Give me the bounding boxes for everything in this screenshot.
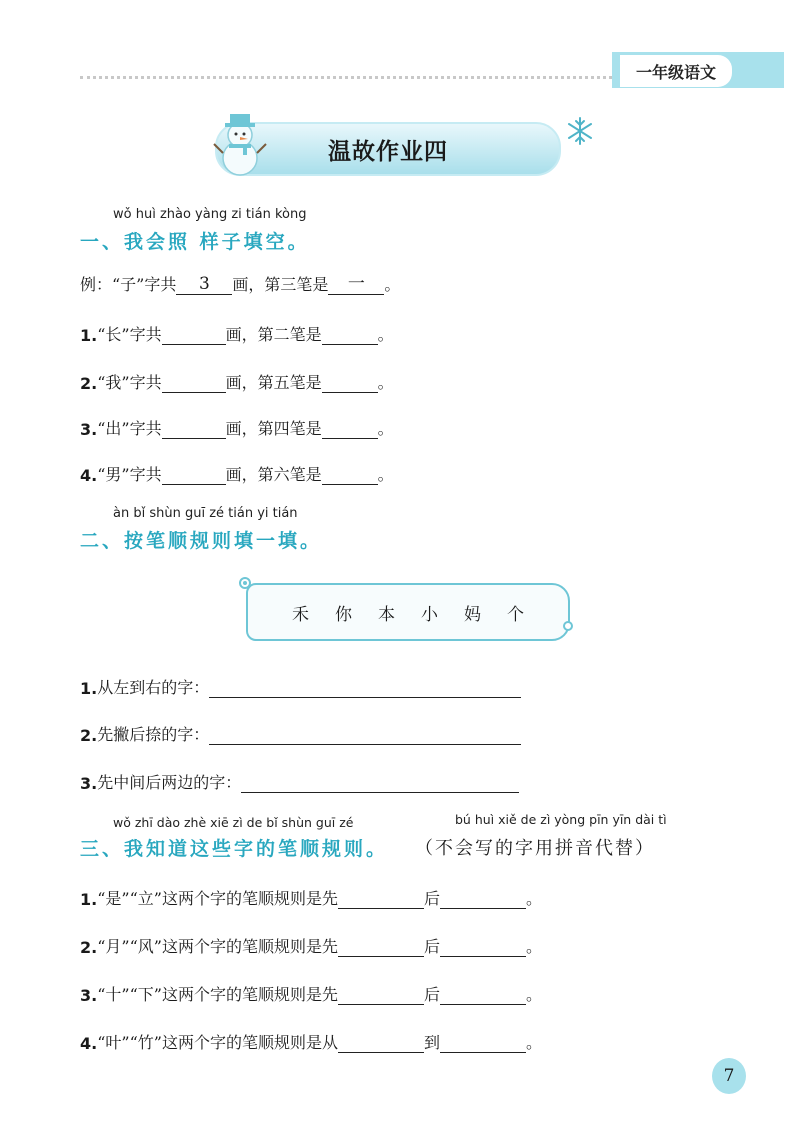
item-mid: 后	[423, 937, 440, 956]
section3-note-pinyin: bú huì xiě de zì yòng pīn yīn dài tì	[455, 812, 667, 827]
section2-item	[80, 722, 521, 745]
page-title: 温故作业四	[328, 138, 448, 165]
section2-pinyin: àn bǐ shùn guī zé tián yi tián	[113, 506, 298, 521]
answer-line[interactable]	[209, 726, 521, 745]
item-number: 1.	[80, 679, 98, 698]
flower-icon	[562, 620, 574, 632]
answer-blank[interactable]	[338, 984, 424, 1005]
section1-item	[80, 416, 394, 439]
item-number: 4.	[80, 466, 98, 485]
char: 禾	[292, 604, 309, 625]
item-end: 。	[377, 419, 394, 438]
item-end: 。	[377, 465, 394, 484]
item-char: “我”字共	[97, 373, 162, 392]
item-mid: 画，第二笔是	[225, 325, 322, 344]
section1-pinyin: wǒ huì zhào yàng zi tián kòng	[113, 207, 307, 222]
answer-blank[interactable]	[338, 936, 424, 957]
item-end: 。	[377, 325, 394, 344]
header-dotted-rule	[80, 76, 625, 79]
example-mid: 画，第三笔是	[232, 275, 329, 294]
section3-note: （不会写的字用拼音代替）	[415, 838, 655, 859]
item-text: “是”“立”这两个字的笔顺规则是先	[97, 889, 338, 908]
char: 本	[378, 604, 395, 625]
section2-item	[80, 770, 519, 793]
example-prefix: 例：“子”字共	[80, 275, 177, 294]
char: 个	[507, 604, 524, 625]
answer-blank[interactable]	[162, 464, 226, 485]
section3-item	[80, 982, 542, 1005]
item-end: 。	[525, 985, 542, 1004]
flower-icon	[238, 576, 252, 590]
item-mid: 到	[423, 1033, 440, 1052]
answer-blank[interactable]	[440, 936, 526, 957]
item-number: 2.	[80, 374, 98, 393]
answer-blank[interactable]	[440, 888, 526, 909]
section2-heading: 二、按笔顺规则填一填。	[80, 530, 323, 552]
item-number: 1.	[80, 326, 98, 345]
example-answer-stroke: 一	[328, 274, 384, 295]
char: 妈	[464, 604, 481, 625]
item-number: 2.	[80, 938, 98, 957]
answer-blank[interactable]	[440, 1032, 526, 1053]
example-answer-strokes: 3	[176, 274, 232, 295]
snowman-icon	[210, 108, 270, 178]
item-number: 1.	[80, 890, 98, 909]
section3-item	[80, 934, 542, 957]
item-number: 4.	[80, 1034, 98, 1053]
item-mid: 画，第五笔是	[225, 373, 322, 392]
answer-blank[interactable]	[322, 418, 378, 439]
item-text: “月”“风”这两个字的笔顺规则是先	[97, 937, 338, 956]
item-mid: 画，第六笔是	[225, 465, 322, 484]
item-label: 先中间后两边的字：	[97, 773, 242, 792]
char: 小	[421, 604, 438, 625]
item-text: “十”“下”这两个字的笔顺规则是先	[97, 985, 338, 1004]
item-mid: 后	[423, 985, 440, 1004]
item-char: “男”字共	[97, 465, 162, 484]
answer-blank[interactable]	[162, 324, 226, 345]
answer-blank[interactable]	[322, 464, 378, 485]
section3-item	[80, 1030, 542, 1053]
item-char: “长”字共	[97, 325, 162, 344]
item-end: 。	[525, 1033, 542, 1052]
answer-blank[interactable]	[338, 1032, 424, 1053]
grade-label: 一年级语文	[620, 55, 732, 87]
answer-blank[interactable]	[322, 372, 378, 393]
page-number: 7	[712, 1058, 746, 1094]
section3-pinyin: wǒ zhī dào zhè xiē zì de bǐ shùn guī zé	[113, 815, 354, 830]
item-number: 2.	[80, 726, 98, 745]
answer-blank[interactable]	[338, 888, 424, 909]
item-end: 。	[525, 937, 542, 956]
char: 你	[335, 604, 352, 625]
section1-item	[80, 370, 394, 393]
section3-item	[80, 886, 542, 909]
item-number: 3.	[80, 420, 98, 439]
answer-line[interactable]	[241, 774, 519, 793]
example-line	[80, 272, 400, 295]
answer-blank[interactable]	[440, 984, 526, 1005]
item-number: 3.	[80, 986, 98, 1005]
item-char: “出”字共	[97, 419, 162, 438]
answer-line[interactable]	[209, 679, 521, 698]
item-number: 3.	[80, 774, 98, 793]
answer-blank[interactable]	[322, 324, 378, 345]
item-end: 。	[377, 373, 394, 392]
answer-blank[interactable]	[162, 372, 226, 393]
snowflake-icon	[565, 116, 595, 146]
item-text: “叶”“竹”这两个字的笔顺规则是从	[97, 1033, 338, 1052]
answer-blank[interactable]	[162, 418, 226, 439]
character-box	[246, 583, 570, 641]
item-end: 。	[525, 889, 542, 908]
item-label: 先撇后捺的字：	[97, 725, 210, 744]
item-mid: 画，第四笔是	[225, 419, 322, 438]
section2-item	[80, 675, 521, 698]
section1-item	[80, 462, 394, 485]
example-end: 。	[384, 275, 401, 294]
item-mid: 后	[423, 889, 440, 908]
section1-heading: 一、我会照 样子填空。	[80, 231, 310, 253]
item-label: 从左到右的字：	[97, 678, 210, 697]
section3-heading: 三、我知道这些字的笔顺规则。	[80, 838, 389, 860]
section1-item	[80, 322, 394, 345]
